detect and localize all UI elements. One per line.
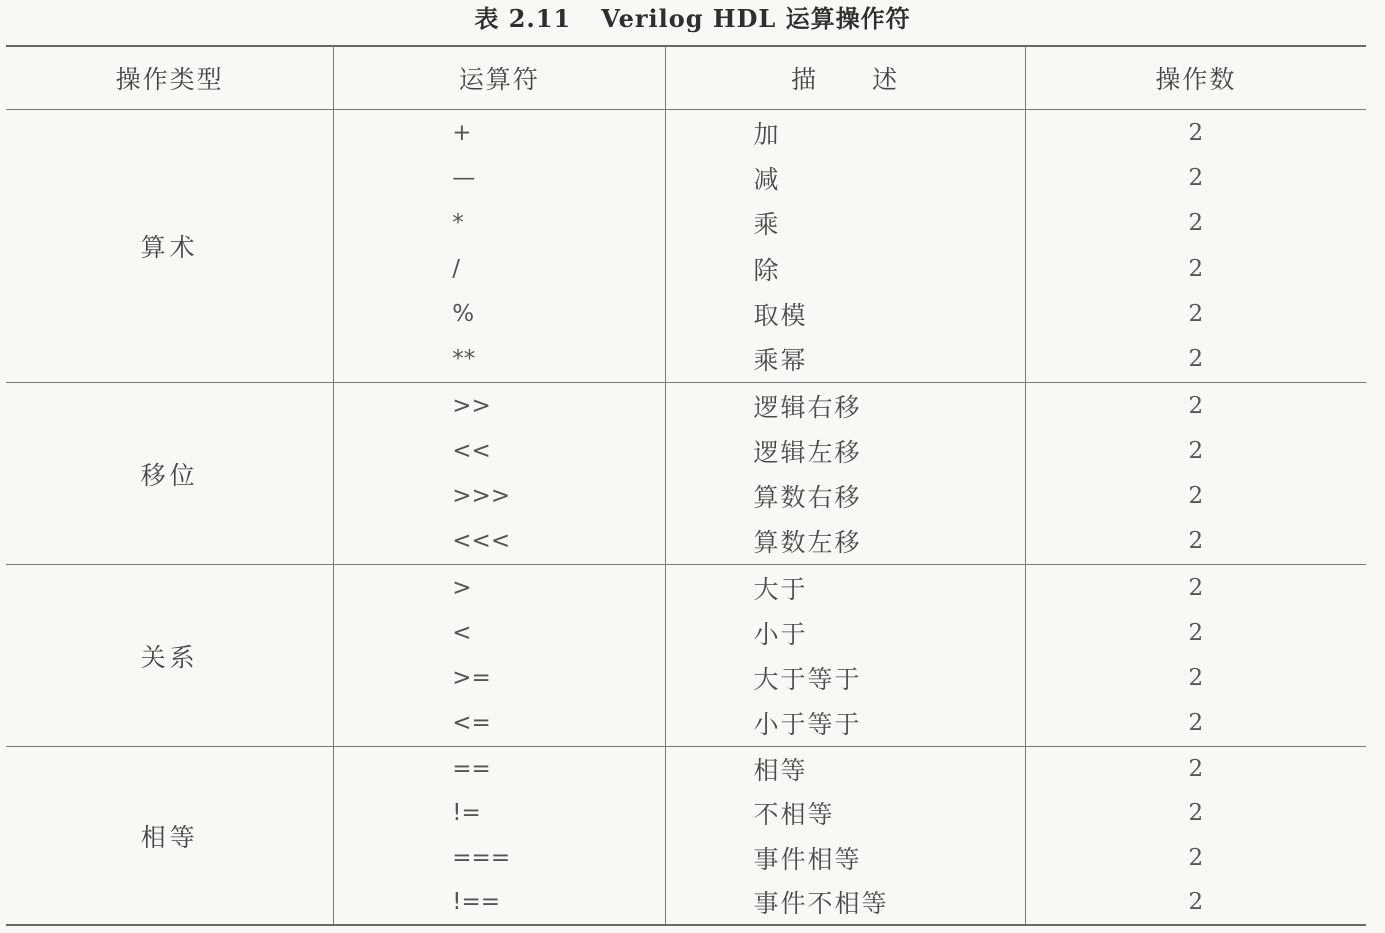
operator-cell: !== [452,888,501,915]
operator-cell: <<< [452,528,511,555]
operation-type-cell: 关系 [140,642,199,672]
header-operator: 运算符 [333,47,664,109]
operator-cell: — [452,164,476,191]
operation-type-cell: 算术 [140,233,199,262]
operand-count-cell: 2 [1188,710,1204,737]
operator-cell: >>> [452,483,511,510]
table-column [333,565,664,746]
operand-count-cell: 2 [1188,619,1204,646]
operator-cell: / [452,255,461,282]
operand-count-cell: 2 [1188,756,1204,783]
table-group [6,383,1366,565]
operand-count-cell: 2 [1188,346,1204,373]
description-cell: 逻辑左移 [753,437,862,467]
description-cell: 乘 [753,210,781,240]
table-column [1025,383,1366,564]
table-body [6,110,1366,924]
operator-cell: * [452,210,464,237]
operator-cell: % [452,300,475,327]
description-cell: 算数左移 [753,528,862,558]
header-operation-type: 操作类型 [115,65,224,94]
operator-cell: >> [452,392,491,419]
table-title: Verilog HDL 运算操作符 [601,4,911,33]
header-operand-count: 操作数 [1025,47,1366,109]
description-cell: 取模 [753,300,808,330]
operand-count-cell: 2 [1188,255,1204,282]
operand-count-cell: 2 [1188,888,1204,915]
description-cell: 大于 [753,574,808,604]
table-column [1025,747,1366,924]
description-cell: 算数右移 [753,483,862,513]
description-cell: 除 [753,255,781,285]
table-column [665,110,1025,382]
operator-table [6,45,1366,926]
operator-cell: ** [452,346,476,373]
operand-count-cell: 2 [1188,844,1204,871]
operator-cell: != [452,800,481,827]
table-group [6,747,1366,924]
description-cell: 减 [753,164,781,194]
table-header [6,47,1366,110]
operand-count-cell: 2 [1188,574,1204,601]
operand-count-cell: 2 [1188,164,1204,191]
description-cell: 乘幂 [753,346,808,376]
operator-cell: + [452,119,472,146]
table-number: 表 2.11 [474,4,572,33]
table-column [665,747,1025,924]
table-column [333,383,664,564]
table-group [6,110,1366,383]
description-cell: 事件相等 [753,844,862,874]
description-cell: 不相等 [753,800,835,830]
description-cell: 加 [753,119,781,149]
description-cell: 事件不相等 [753,888,889,918]
operand-count-cell: 2 [1188,800,1204,827]
table-caption [0,0,1385,40]
operand-count-cell: 2 [1188,665,1204,692]
description-cell: 相等 [753,756,808,786]
operand-count-cell: 2 [1188,392,1204,419]
operation-type-cell: 移位 [140,460,199,490]
operator-cell: == [452,756,491,783]
operand-count-cell: 2 [1188,119,1204,146]
operator-cell: > [452,574,472,601]
description-cell: 小于 [753,619,808,649]
description-cell: 逻辑右移 [753,392,862,422]
table-column [665,383,1025,564]
header-description: 描 述 [665,47,1025,109]
table-column [1025,565,1366,746]
operand-count-cell: 2 [1188,210,1204,237]
operand-count-cell: 2 [1188,528,1204,555]
operation-type-cell: 相等 [140,822,199,852]
operand-count-cell: 2 [1188,483,1204,510]
operator-cell: << [452,437,491,464]
table-group [6,565,1366,747]
operand-count-cell: 2 [1188,437,1204,464]
operator-cell: === [452,844,511,871]
description-cell: 大于等于 [753,665,862,695]
table-column [1025,110,1366,382]
operator-cell: <= [452,710,491,737]
operator-cell: < [452,619,472,646]
description-cell: 小于等于 [753,710,862,740]
table-column [333,747,664,924]
table-column [665,565,1025,746]
operand-count-cell: 2 [1188,300,1204,327]
table-column [333,110,664,382]
operator-cell: >= [452,665,491,692]
